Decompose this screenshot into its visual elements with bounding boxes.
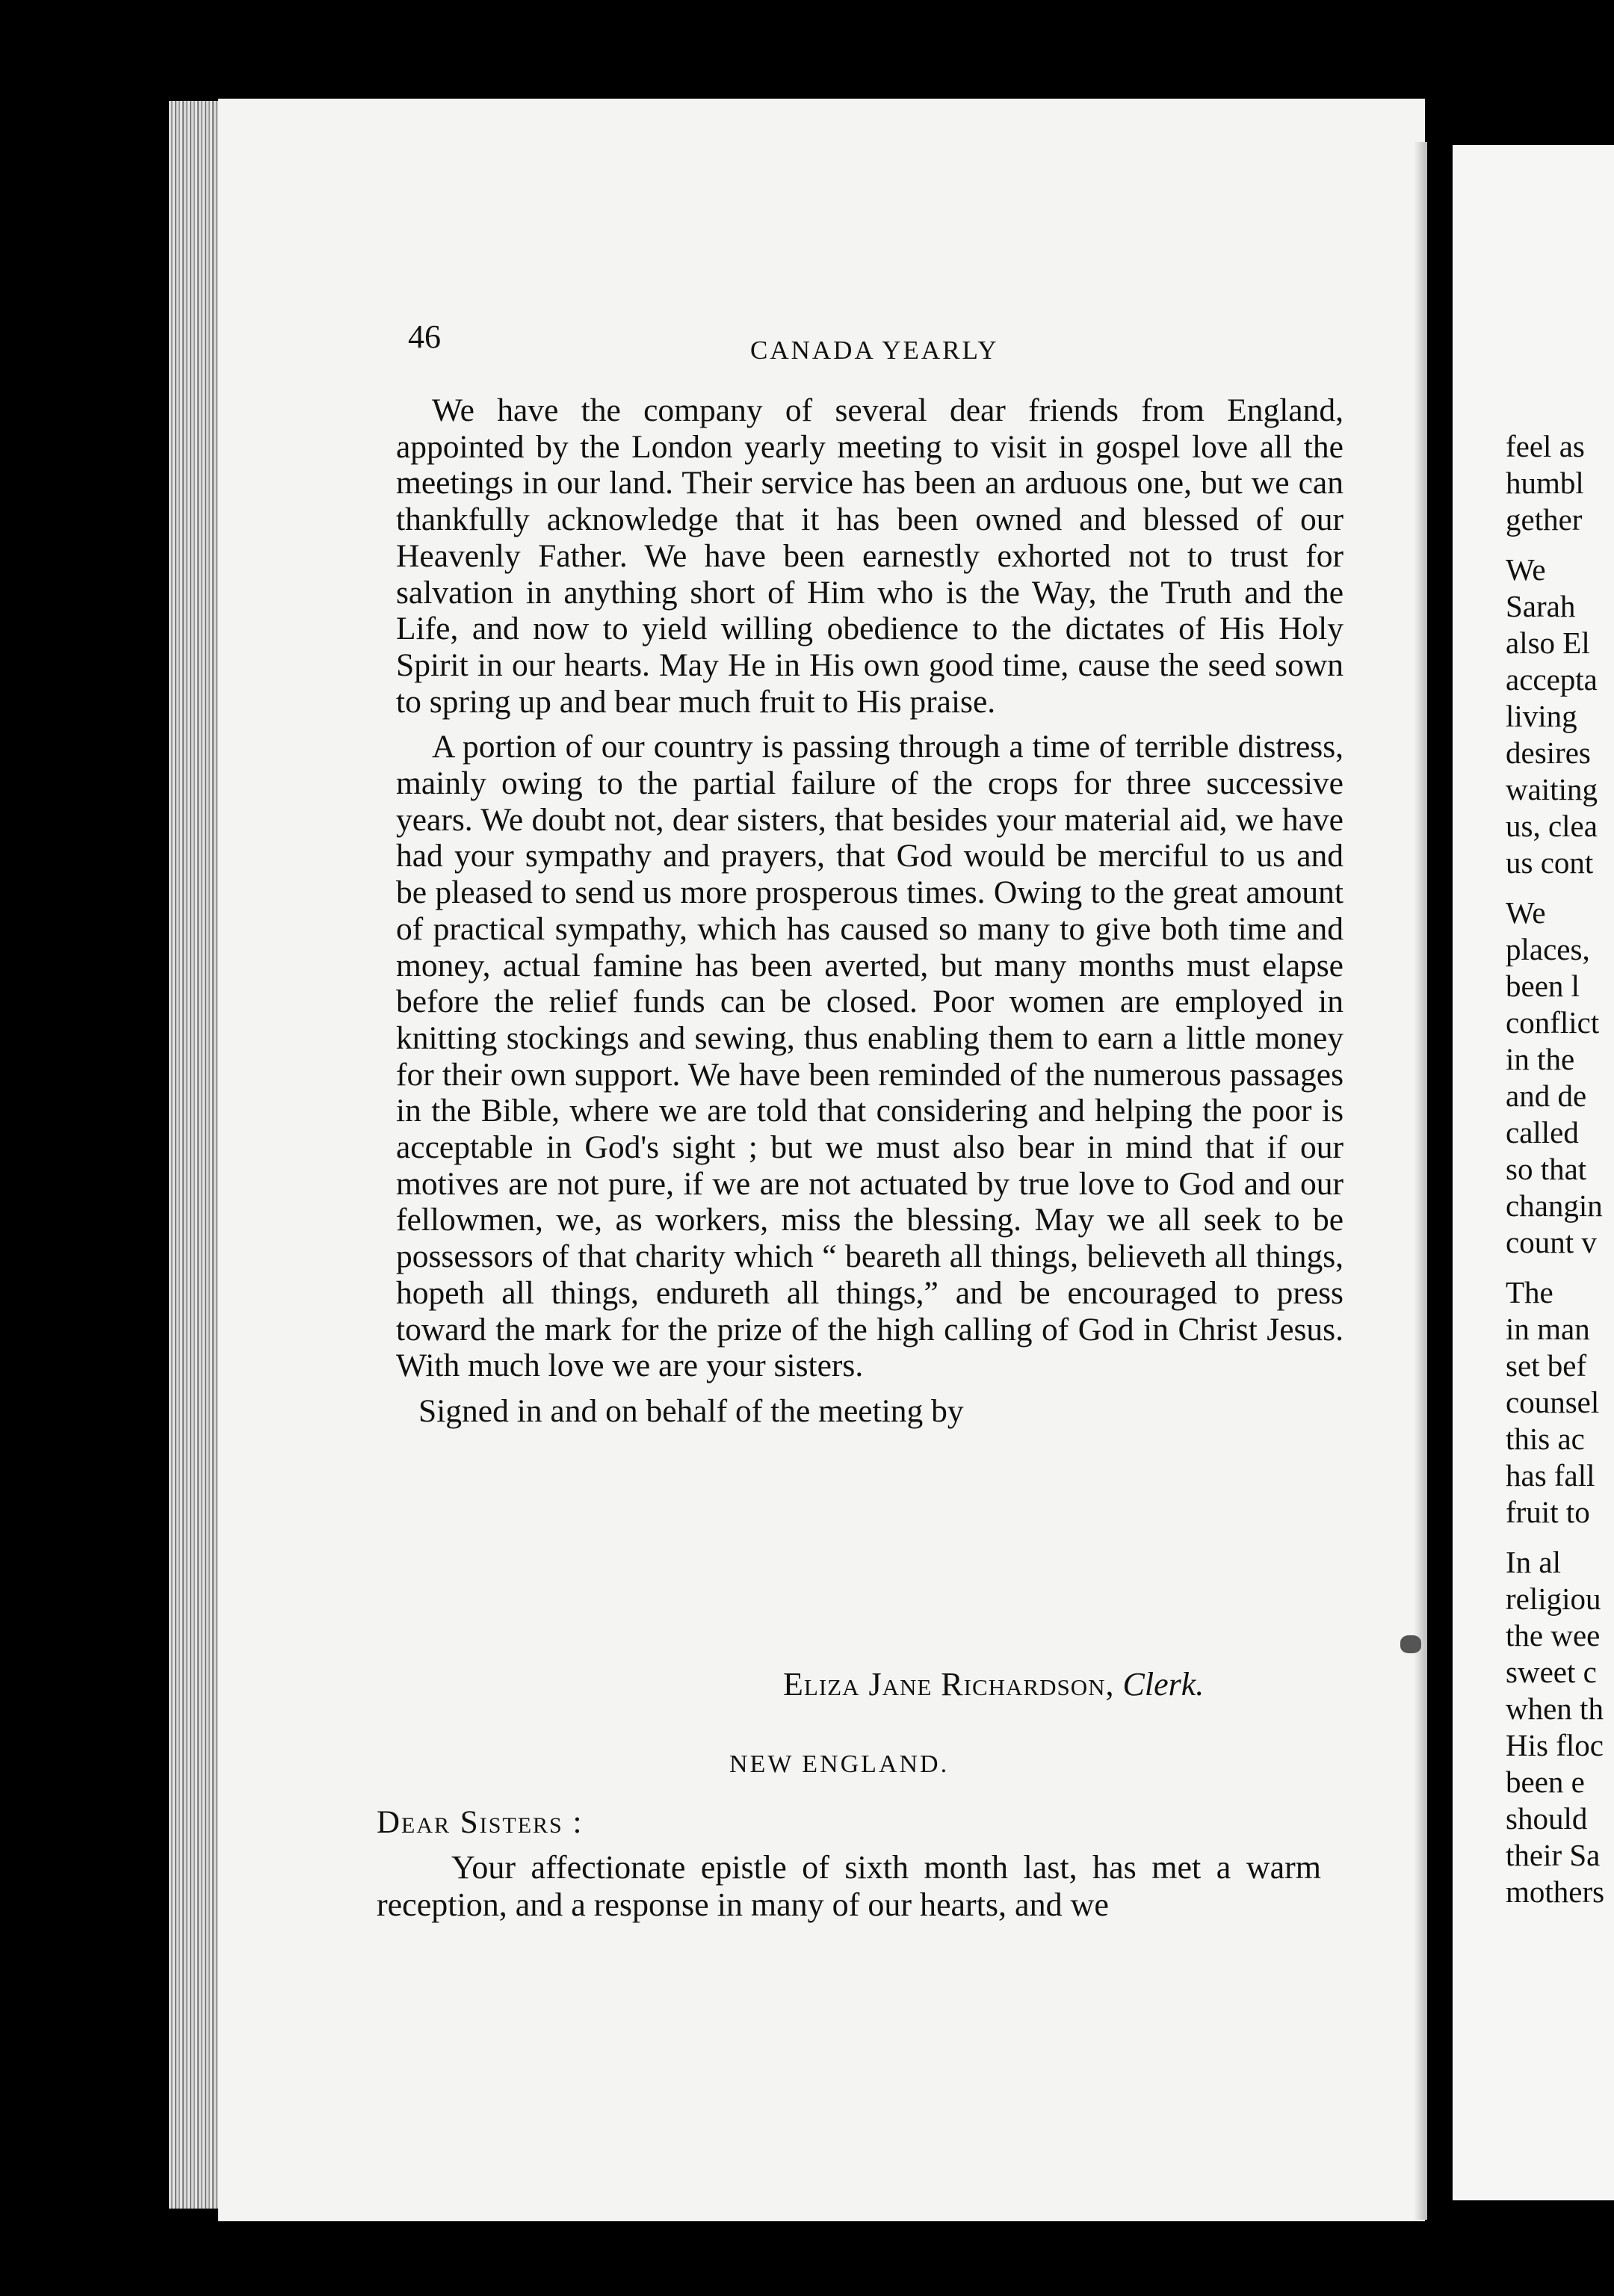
paragraph-friends-from-england: We have the company of several dear friends from England, appointed by the London yearly meeting to visit in gospel love all the meetings in our land. Their service has been an arduous one, but we can thankfully acknowledge that it has been owned and blessed of our Heavenly Father. We have been earnestly exhorted not to trust for salvation in anything short of Him who is the Way, the Truth and the Life, and now to yield willing obedience to the dictates of His Holy Spirit in our hearts. May He in His own good time, cause the seed sown to spring up and bear much fruit to His praise. bbox=[396, 392, 1344, 720]
right-page-line: has fall bbox=[1506, 1458, 1595, 1493]
right-page-line: so that bbox=[1506, 1152, 1587, 1186]
right-page-line: set bef bbox=[1506, 1348, 1587, 1383]
right-page-line: In al bbox=[1506, 1545, 1561, 1579]
right-page-line: religiou bbox=[1506, 1581, 1601, 1616]
right-page-line: when th bbox=[1506, 1691, 1604, 1726]
right-page-line: conflict bbox=[1506, 1005, 1600, 1040]
right-page-line: His floc bbox=[1506, 1728, 1604, 1762]
epistle-start-paragraph: Your affectionate epistle of sixth month last, has met a warm reception, and a response in many of our hearts, and we bbox=[377, 1849, 1321, 1923]
right-page-line: mothers bbox=[1506, 1874, 1605, 1909]
right-page-line: and de bbox=[1506, 1078, 1587, 1113]
running-head: CANADA YEARLY bbox=[750, 336, 999, 365]
right-page-line: been e bbox=[1506, 1765, 1585, 1799]
right-page-line: living bbox=[1506, 699, 1577, 733]
right-page-line: We bbox=[1506, 895, 1546, 930]
right-page-line: us, clea bbox=[1506, 809, 1598, 843]
right-page-line: humbl bbox=[1506, 466, 1584, 500]
right-page-line: The bbox=[1506, 1275, 1553, 1309]
right-page-line: fruit to bbox=[1506, 1495, 1590, 1529]
clerk-title: Clerk. bbox=[1122, 1666, 1205, 1703]
right-page-line: counsel bbox=[1506, 1385, 1600, 1419]
right-page-line: accepta bbox=[1506, 662, 1598, 697]
epistle-start bbox=[377, 1849, 1321, 1924]
right-page-line: should bbox=[1506, 1801, 1588, 1836]
book-binding-edge bbox=[169, 101, 223, 2209]
paragraph-country-distress: A portion of our country is passing through a time of terrible distress, mainly owing to the partial failure of the crops for three successive years. We doubt not, dear sisters, that besides your material aid, we have had your sympathy and prayers, that God would be merciful to us and be pleased to send us more prosperous times. Owing to the great amount of practical sympathy, which has caused so many to give both time and money, actual famine has been averted, but many months must elapse before the relief funds can be closed. Poor women are employed in knitting stockings and sewing, thus enabling them to earn a little money for their own support. We have been reminded of the numerous passages in the Bible, where we are told that considering and helping the poor is acceptable in God's sight ; but we must also bear in mind that if our motives are not pure, if we are not actuated by true love to God and our fellowmen, we, as workers, miss the blessing. May we all seek to be possessors of that charity which “ beareth all things, believeth all things, hopeth all things, endureth all things,” and be encouraged to press toward the mark for the prize of the high calling of God in Christ Jesus. With much love we are your sisters. bbox=[396, 729, 1344, 1384]
right-page-line: their Sa bbox=[1506, 1838, 1601, 1872]
right-page-line: called bbox=[1506, 1115, 1579, 1149]
right-page-line: gether bbox=[1506, 502, 1583, 537]
right-page-line: waiting bbox=[1506, 772, 1598, 806]
right-page-line: in man bbox=[1506, 1312, 1590, 1346]
right-page-line: places, bbox=[1506, 932, 1590, 966]
right-page-line: this ac bbox=[1506, 1422, 1585, 1456]
section-heading: NEW ENGLAND. bbox=[729, 1750, 950, 1778]
page-tear-mark bbox=[1400, 1635, 1421, 1653]
clerk-signature bbox=[783, 1665, 1204, 1703]
salutation: Dear Sisters : bbox=[377, 1805, 584, 1840]
right-page-line: Sarah bbox=[1506, 589, 1576, 623]
right-page-fragment bbox=[1506, 428, 1614, 1910]
right-page-line: changin bbox=[1506, 1188, 1603, 1223]
left-page-body bbox=[396, 392, 1344, 1430]
right-page-line: in the bbox=[1506, 1042, 1575, 1076]
signed-line: Signed in and on behalf of the meeting by bbox=[418, 1392, 964, 1429]
right-page-line: desires bbox=[1506, 735, 1591, 770]
right-page-line: been l bbox=[1506, 969, 1580, 1003]
right-page-line: We bbox=[1506, 552, 1546, 587]
right-page-line: the wee bbox=[1506, 1618, 1601, 1652]
right-page-line: feel as bbox=[1506, 429, 1585, 463]
right-page-line: us cont bbox=[1506, 845, 1594, 880]
right-page-line: count v bbox=[1506, 1225, 1597, 1259]
gutter-shadow bbox=[1414, 142, 1427, 2220]
right-page-line: sweet c bbox=[1506, 1655, 1597, 1689]
page-number: 46 bbox=[408, 318, 441, 355]
right-page-line: also El bbox=[1506, 626, 1590, 660]
clerk-name: Eliza Jane Richardson, bbox=[783, 1666, 1115, 1703]
